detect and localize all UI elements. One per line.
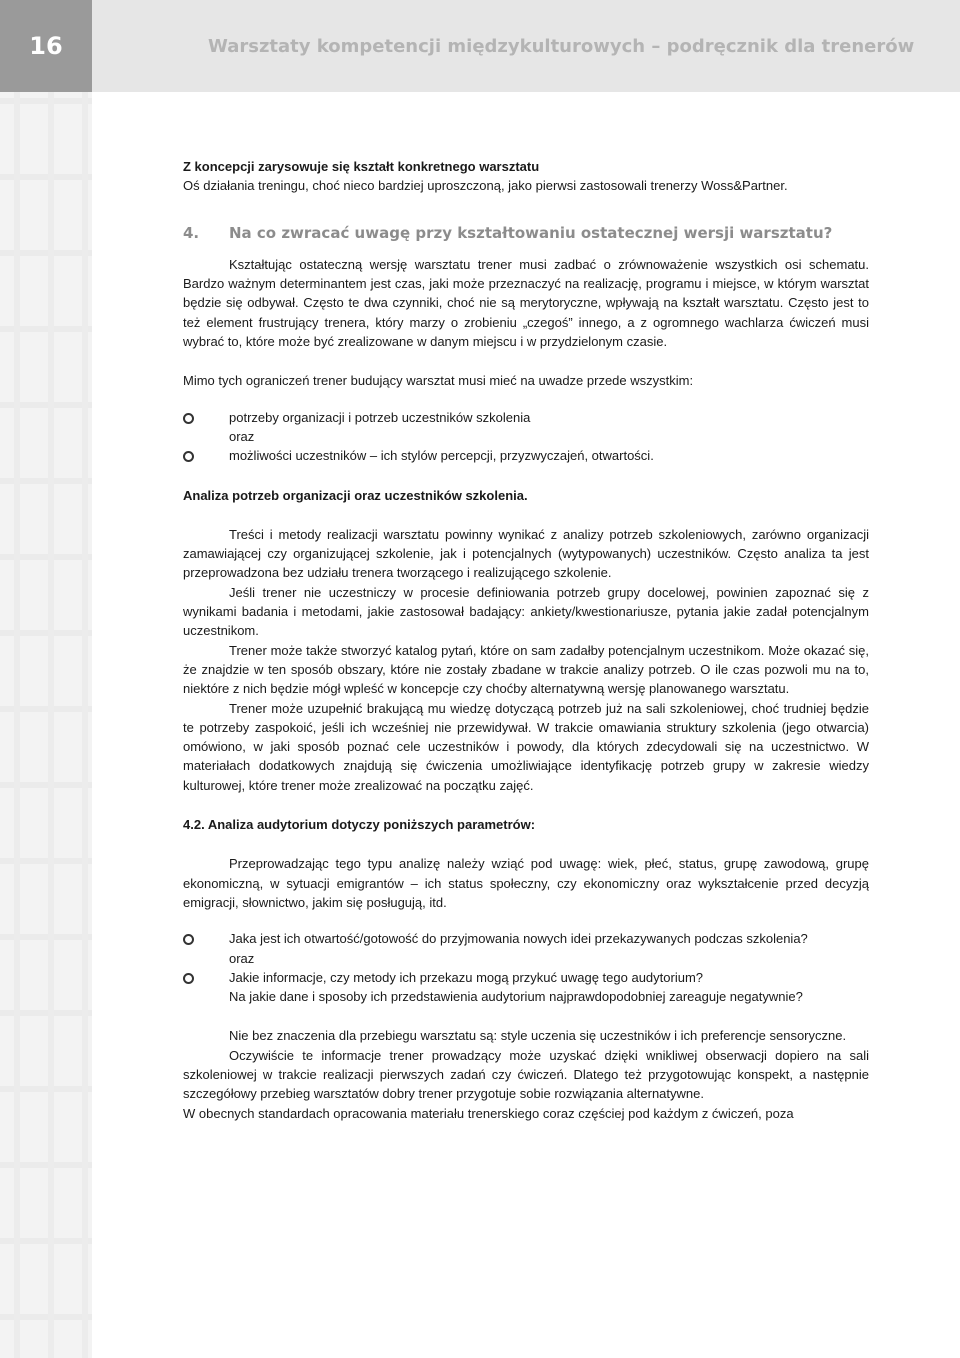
list-item-text-continued: Na jakie dane i sposoby ich przedstawienia audytorium najprawdopodobniej zareaguje negatywnie? [229,989,803,1005]
oraz-connector [183,949,869,968]
decorative-side-strip [0,92,92,1358]
intro-text: Oś działania treningu, choć nieco bardziej uproszczoną, jako pierwsi zastosowali trenerzy Woss&Partner. [183,178,788,194]
circle-bullet-icon [183,451,194,462]
page-number: 16 [0,0,92,92]
requirements-list [183,408,869,466]
section-4-paragraph: Kształtując ostateczną wersję warsztatu trener musi zadbać o zrównoważenie wszystkich osi schematu. Bardzo ważnym determinantem jest czas, jaki może przeznaczyć na realizację, programu i miejsce, w którym warsztat będzie się odbywał. Często te dwa czynniki, choć nie są merytoryczne, wpływają na kształt warsztatu. Często jest to też element frustrujący trenera, który marzy o zrobieniu „czegoś” innego, a z ogromnego wachlarza ćwiczeń musi wybrać to, które może być zrealizowane w danym miejscu i w przydzielonym czasie. [183,256,869,350]
circle-bullet-icon [183,934,194,945]
audience-questions-list [183,929,869,1006]
section-4-lead: Mimo tych ograniczeń trener budujący warsztat musi mieć na uwadze przede wszystkim: [183,373,694,389]
section-4-number: 4. [183,223,200,242]
analysis-paragraph-2: Jeśli trener nie uczestniczy w procesie definiowania potrzeb grupy docelowej, powinien zapoznać się z wynikami badania i metodami, jakie zastosował badający: ankiety/kwestionariusze, pytania jakie zadał potencjalnym uczestnikom. [183,584,869,639]
list-item [183,929,869,948]
section-4-title: Na co zwracać uwagę przy kształtowaniu ostatecznej wersji warsztatu? [229,223,833,242]
page-content [183,157,869,1123]
analysis-paragraph-4: Trener może uzupełnić brakującą mu wiedzę dotyczącą potrzeb już na sali szkoleniowej, choć trudniej będzie te potrzeby zaspokoić, jeśli ich wcześniej nie przewidywał. W trakcie omawiania struktury szkolenia (jego otwarcia) omówiono, w jaki sposób poznać cele uczestników i powody, dla których zdecydowali się na uczestnictwo. W materiałach dodatkowych znajdują się ćwiczenia umożliwiające identyfikację potrzeb grupy w zakresie wiedzy kulturowej, które trener może zrealizować na początku zajęć. [183,700,869,793]
analysis-paragraph-1: Treści i metody realizacji warsztatu powinny wynikać z analizy potrzeb szkoleniowych, zarówno organizacji zamawiającej czy organizującej szkolenie, jak i potencjalnych (wytypowanych) uczestników. Często analiza ta jest przeprowadzona bez udziału trenera tworzącego i realizującego szkolenie. [183,526,869,581]
list-item [183,446,869,465]
list-item [183,408,869,427]
list-item [183,968,869,1007]
section-4-2-paragraph-4: W obecnych standardach opracowania materiału trenerskiego coraz częściej pod każdym z ćwiczeń, poza [183,1105,794,1121]
section-4-heading [183,224,869,243]
oraz-connector [183,427,869,446]
running-header-title: Warsztaty kompetencji międzykulturowych – podręcznik dla trenerów [208,35,915,57]
list-item-text: Jakie informacje, czy metody ich przekazu mogą przykuć uwagę tego audytorium? [229,969,703,985]
oraz-text: oraz [229,428,255,444]
analysis-heading: Analiza potrzeb organizacji oraz uczestników szkolenia. [183,487,528,503]
section-4-2-paragraph-2: Nie bez znaczenia dla przebiegu warsztatu są: style uczenia się uczestników i ich preferencje sensoryczne. [229,1028,847,1044]
running-header [92,0,960,92]
list-item-text: Jaka jest ich otwartość/gotowość do przyjmowania nowych idei przekazywanych podczas szkolenia? [229,931,808,947]
list-item-text: możliwości uczestników – ich stylów percepcji, przyzwyczajeń, otwartości. [229,448,654,464]
oraz-text: oraz [229,950,255,966]
circle-bullet-icon [183,973,194,984]
list-item-text: potrzeby organizacji i potrzeb uczestników szkolenia [229,409,531,425]
intro-heading: Z koncepcji zarysowuje się kształt konkretnego warsztatu [183,159,540,174]
section-4-2-paragraph-3: Oczywiście te informacje trener prowadzący może uzyskać dzięki wnikliwej obserwacji dopiero na sali szkoleniowej w trakcie realizacji pierwszych zadań czy ćwiczeń. Dlatego też przygotowując konspekt, a następnie szczegółowy przebieg warsztatów dobry trener przygotuje sobie rozwiązania alternatywne. [183,1047,869,1102]
analysis-paragraph-3: Trener może także stworzyć katalog pytań, które on sam zadałby potencjalnym uczestnikom. Może okazać się, że znajdzie w ten sposób obszary, które nie zostały zbadane w trakcie analizy potrzeb. O ile czas pozwoli mu na to, niektóre z nich będzie mógł wpleść w koncepcje czy choćby alternatywną wersję planowanego warsztatu. [183,642,869,697]
section-4-2-heading: 4.2. Analiza audytorium dotyczy poniższych parametrów: [183,817,536,833]
circle-bullet-icon [183,413,194,424]
section-4-2-paragraph-1: Przeprowadzając tego typu analizę należy wziąć pod uwagę: wiek, płeć, status, grupę zawodową, grupę ekonomiczną, w sytuacji emigrantów – ich status społeczny, czy ekonomiczny oraz wykształcenie przed decyzją emigracji, słownictwo, jakim się posługują, itd. [183,856,869,910]
